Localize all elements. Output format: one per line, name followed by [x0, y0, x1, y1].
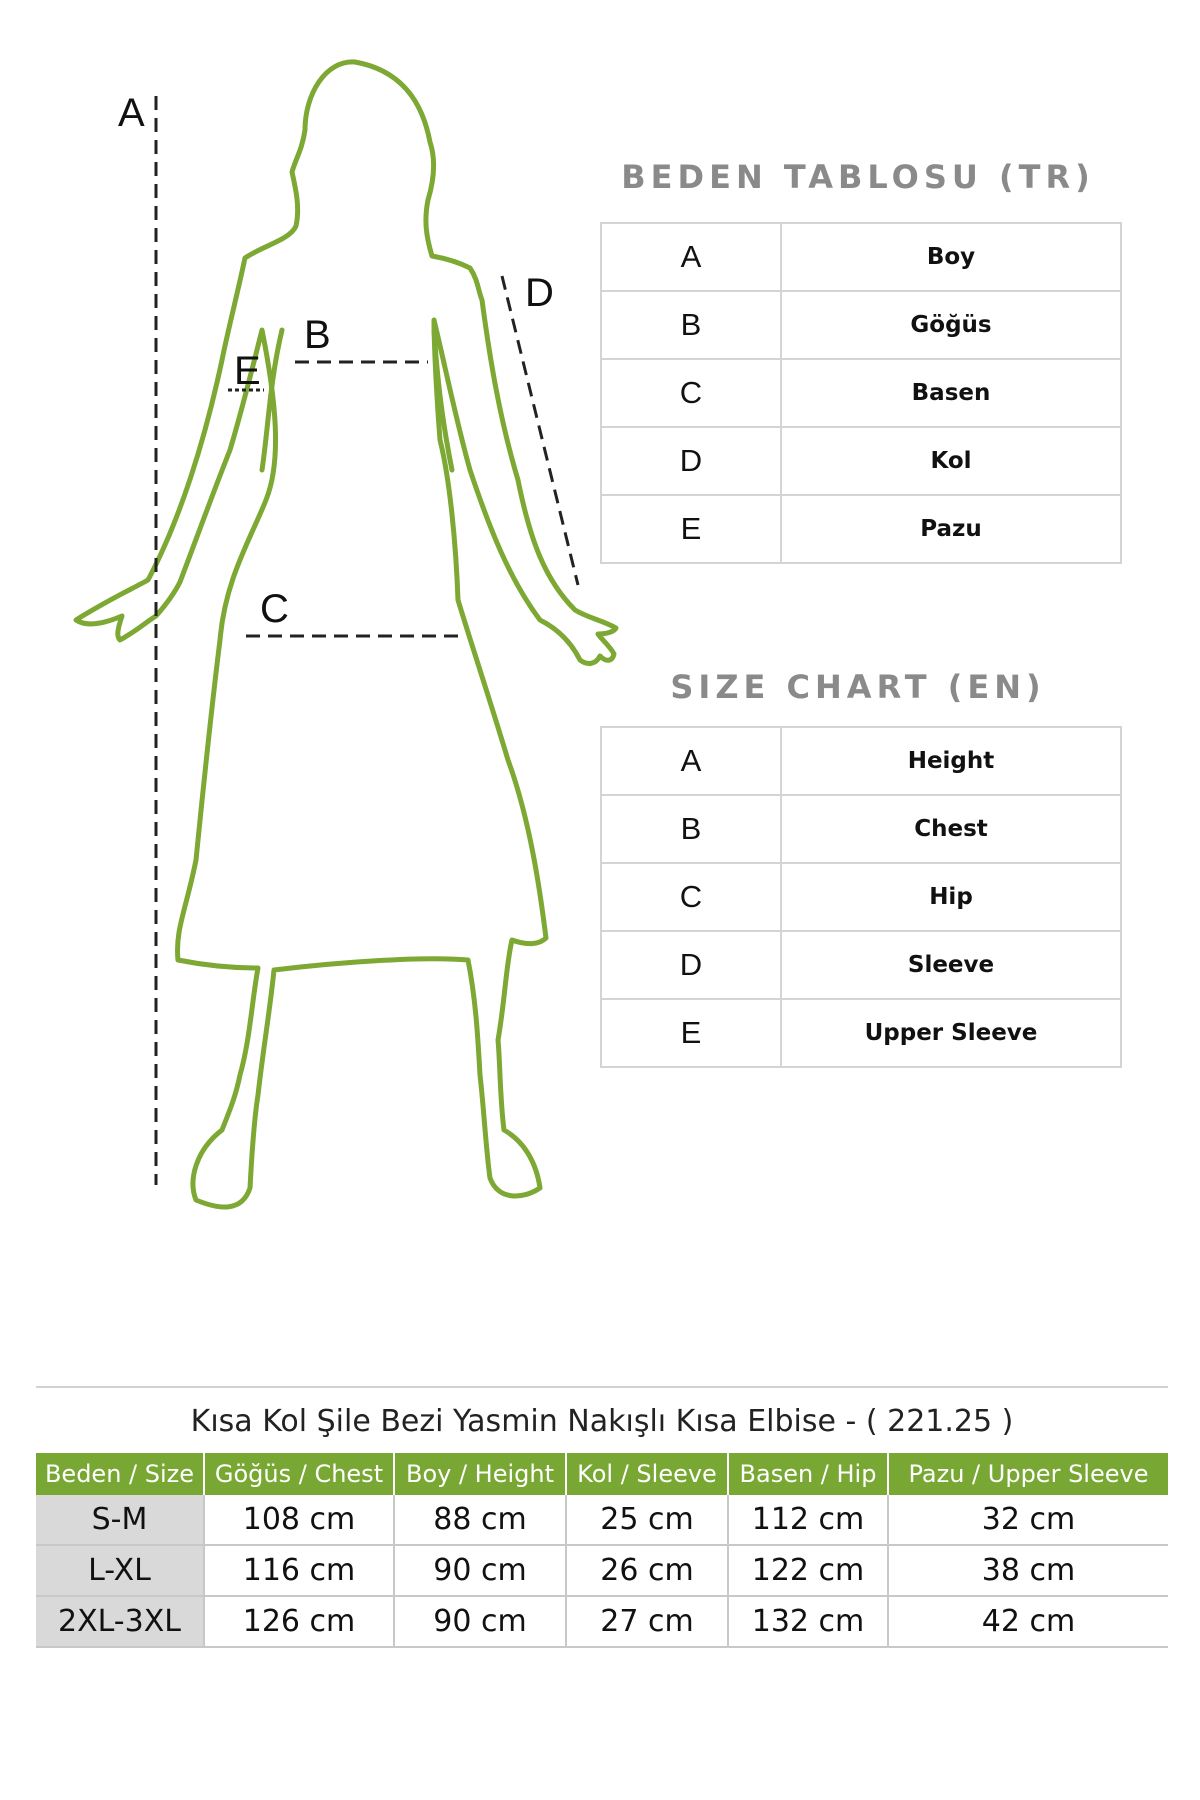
table-row [601, 931, 1121, 999]
table-cell: 116 cm [204, 1545, 394, 1596]
table-header-row [36, 1453, 1168, 1495]
table-cell: 88 cm [394, 1495, 566, 1545]
key-label: Chest [781, 795, 1121, 863]
key-label: Basen [781, 359, 1121, 427]
key-letter: D [601, 931, 781, 999]
tr-measurement-key-table [600, 222, 1122, 564]
size-table [36, 1453, 1168, 1648]
key-letter: C [601, 863, 781, 931]
key-letter: B [601, 795, 781, 863]
key-label: Göğüs [781, 291, 1121, 359]
table-cell: 122 cm [728, 1545, 888, 1596]
table-cell: 32 cm [888, 1495, 1168, 1545]
table-cell: 42 cm [888, 1596, 1168, 1647]
key-letter: A [601, 223, 781, 291]
marker-e: E [234, 349, 261, 393]
table-row [36, 1596, 1168, 1647]
column-header: Göğüs / Chest [204, 1453, 394, 1495]
key-label: Hip [781, 863, 1121, 931]
marker-d: D [525, 271, 554, 315]
dress-silhouette-diagram [0, 0, 680, 1220]
table-row [36, 1545, 1168, 1596]
size-label: S-M [36, 1495, 204, 1545]
marker-a: A [118, 91, 145, 135]
table-row [601, 727, 1121, 795]
table-row [601, 427, 1121, 495]
table-row [601, 291, 1121, 359]
key-label: Kol [781, 427, 1121, 495]
key-letter: B [601, 291, 781, 359]
column-header: Kol / Sleeve [566, 1453, 728, 1495]
table-row [601, 999, 1121, 1067]
table-cell: 26 cm [566, 1545, 728, 1596]
table-row [36, 1495, 1168, 1545]
table-cell: 90 cm [394, 1596, 566, 1647]
table-cell: 27 cm [566, 1596, 728, 1647]
table-row [601, 863, 1121, 931]
key-label: Boy [781, 223, 1121, 291]
key-letter: D [601, 427, 781, 495]
measurement-figure [0, 0, 680, 1220]
key-label: Pazu [781, 495, 1121, 563]
table-row [601, 223, 1121, 291]
marker-b: B [304, 313, 331, 357]
table-row [601, 359, 1121, 427]
column-header: Basen / Hip [728, 1453, 888, 1495]
table-cell: 25 cm [566, 1495, 728, 1545]
table-cell: 38 cm [888, 1545, 1168, 1596]
table-cell: 112 cm [728, 1495, 888, 1545]
table-row [601, 795, 1121, 863]
en-chart-title: SIZE CHART (EN) [670, 668, 1046, 706]
key-label: Sleeve [781, 931, 1121, 999]
size-label: L-XL [36, 1545, 204, 1596]
table-cell: 108 cm [204, 1495, 394, 1545]
key-letter: C [601, 359, 781, 427]
product-title: Kısa Kol Şile Bezi Yasmin Nakışlı Kısa Elbise - ( 221.25 ) [190, 1404, 1014, 1439]
column-header: Pazu / Upper Sleeve [888, 1453, 1168, 1495]
size-table-section [36, 1386, 1168, 1648]
key-label: Height [781, 727, 1121, 795]
key-letter: E [601, 999, 781, 1067]
table-cell: 126 cm [204, 1596, 394, 1647]
table-row [601, 495, 1121, 563]
key-letter: A [601, 727, 781, 795]
key-label: Upper Sleeve [781, 999, 1121, 1067]
en-measurement-key-table [600, 726, 1122, 1068]
marker-c: C [260, 587, 289, 631]
tr-chart-title: BEDEN TABLOSU (TR) [621, 158, 1095, 196]
sleeve-guide-line [502, 276, 578, 585]
size-label: 2XL-3XL [36, 1596, 204, 1647]
key-letter: E [601, 495, 781, 563]
column-header: Boy / Height [394, 1453, 566, 1495]
table-cell: 90 cm [394, 1545, 566, 1596]
table-cell: 132 cm [728, 1596, 888, 1647]
column-header: Beden / Size [36, 1453, 204, 1495]
